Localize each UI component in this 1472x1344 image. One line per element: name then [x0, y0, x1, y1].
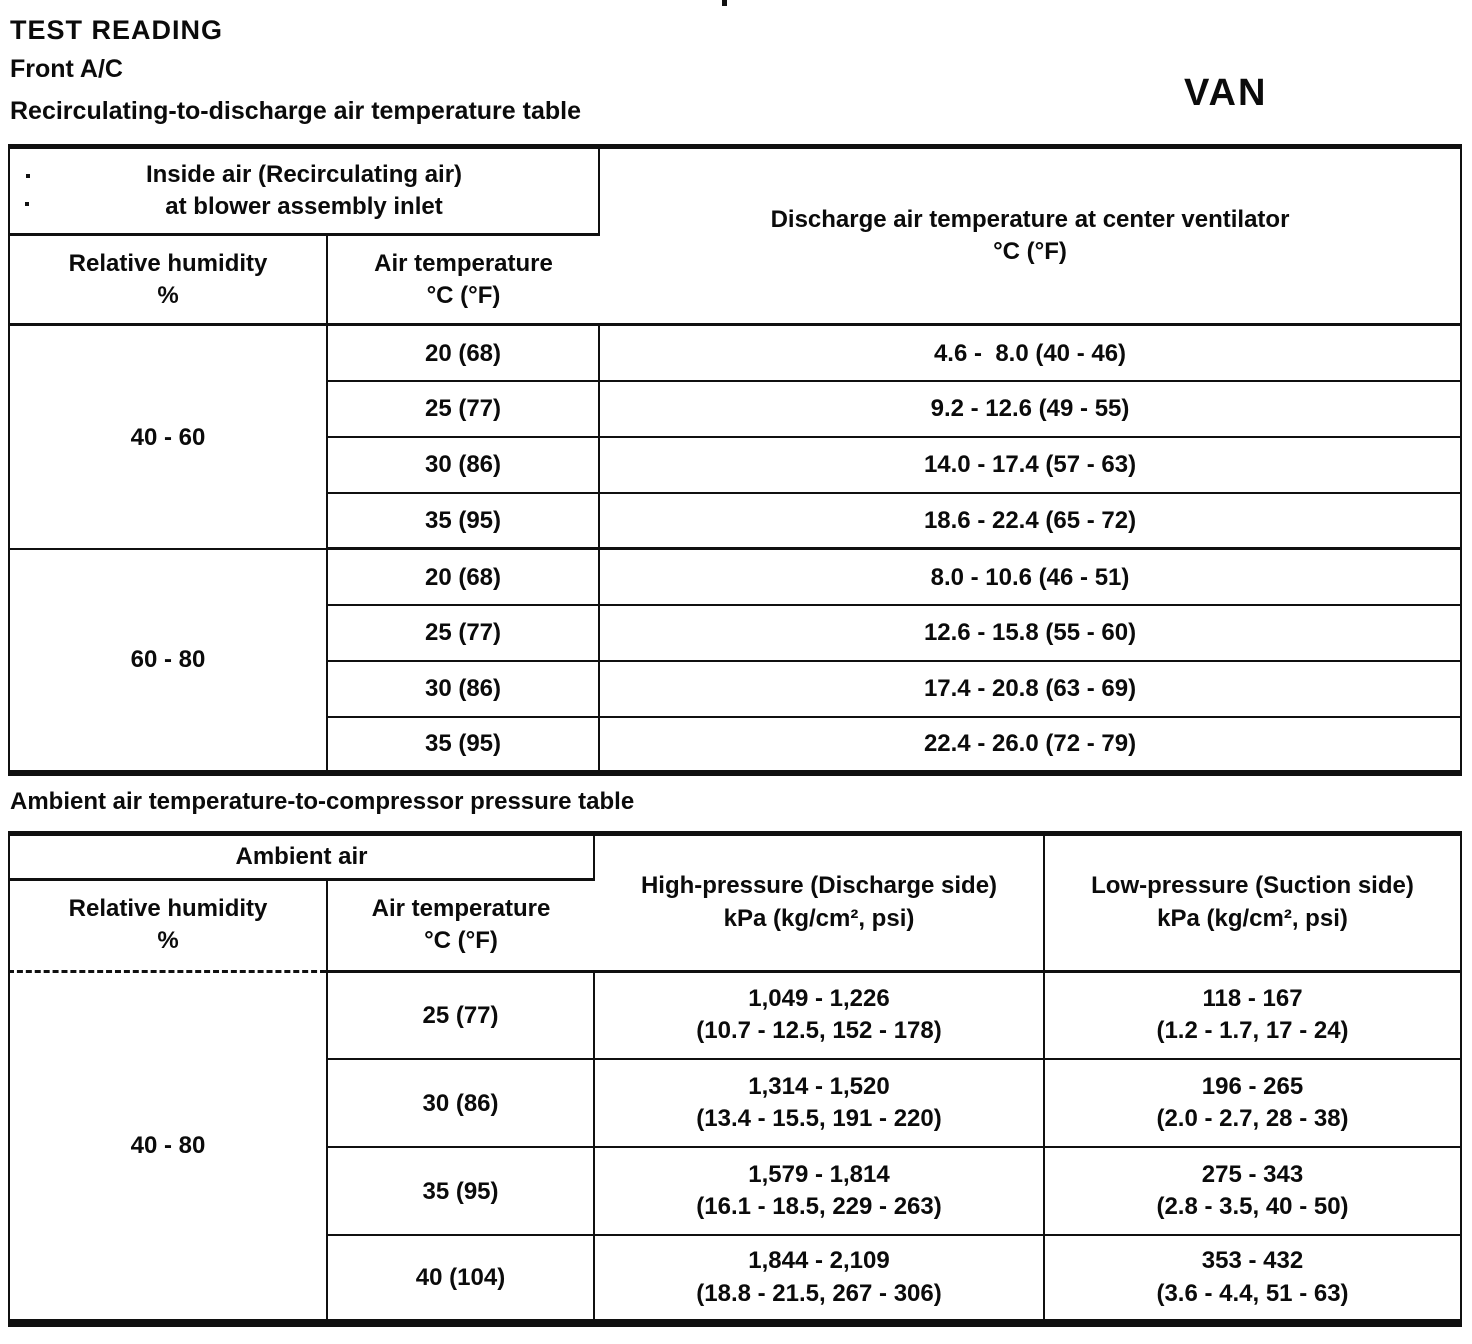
model-badge: VAN — [1184, 72, 1268, 114]
low-pressure-cell: 196 - 265 (2.0 - 2.7, 28 - 38) — [1044, 1059, 1461, 1147]
discharge-value-cell: 22.4 - 26.0 (72 - 79) — [599, 717, 1461, 773]
high-pressure-cell: 1,314 - 1,520 (13.4 - 15.5, 191 - 220) — [594, 1059, 1044, 1147]
humidity-header: Relative humidity % — [9, 235, 327, 325]
humidity-header: Relative humidity % — [9, 879, 327, 971]
discharge-temp-header: Discharge air temperature at center ventilator °C (°F) — [599, 147, 1461, 325]
discharge-value-cell: 12.6 - 15.8 (55 - 60) — [599, 605, 1461, 661]
ambient-air-header: Ambient air — [9, 833, 594, 879]
high-pressure-cell: 1,579 - 1,814 (16.1 - 18.5, 229 - 263) — [594, 1147, 1044, 1235]
air-temp-cell: 30 (86) — [327, 661, 599, 717]
humidity-group-cell: 40 - 80 — [9, 971, 327, 1323]
low-pressure-cell: 118 - 167 (1.2 - 1.7, 17 - 24) — [1044, 971, 1461, 1059]
inside-air-header: Inside air (Recirculating air) at blower assembly inlet — [9, 147, 599, 235]
scan-speck — [722, 0, 727, 6]
discharge-value-cell: 17.4 - 20.8 (63 - 69) — [599, 661, 1461, 717]
humidity-group-cell: 40 - 60 — [9, 325, 327, 549]
document-header — [8, 14, 1462, 126]
air-temp-cell: 35 (95) — [327, 1147, 594, 1235]
air-temp-header: Air temperature °C (°F) — [327, 235, 599, 325]
discharge-value-cell: 8.0 - 10.6 (46 - 51) — [599, 549, 1461, 605]
table2-caption: Ambient air temperature-to-compressor pressure table — [10, 787, 635, 815]
ambient-pressure-table — [8, 831, 1462, 1328]
high-pressure-cell: 1,844 - 2,109 (18.8 - 21.5, 267 - 306) — [594, 1235, 1044, 1323]
air-temp-cell: 25 (77) — [327, 971, 594, 1059]
high-pressure-header: High-pressure (Discharge side) kPa (kg/cm², psi) — [594, 833, 1044, 971]
page-title: TEST READING — [10, 15, 224, 45]
low-pressure-cell: 275 - 343 (2.8 - 3.5, 40 - 50) — [1044, 1147, 1461, 1235]
air-temp-cell: 30 (86) — [327, 437, 599, 493]
air-temp-cell: 20 (68) — [327, 549, 599, 605]
air-temp-header: Air temperature °C (°F) — [327, 879, 594, 971]
table-row — [9, 549, 1461, 605]
discharge-value-cell: 4.6 - 8.0 (40 - 46) — [599, 325, 1461, 381]
recirculating-discharge-table — [8, 144, 1462, 776]
scan-speck — [26, 174, 30, 178]
air-temp-cell: 25 (77) — [327, 605, 599, 661]
section-subtitle: Front A/C — [10, 55, 123, 84]
scan-speck — [25, 202, 29, 206]
discharge-value-cell: 18.6 - 22.4 (65 - 72) — [599, 493, 1461, 549]
low-pressure-cell: 353 - 432 (3.6 - 4.4, 51 - 63) — [1044, 1235, 1461, 1323]
discharge-value-cell: 9.2 - 12.6 (49 - 55) — [599, 381, 1461, 437]
air-temp-cell: 20 (68) — [327, 325, 599, 381]
air-temp-cell: 35 (95) — [327, 717, 599, 773]
air-temp-cell: 40 (104) — [327, 1235, 594, 1323]
high-pressure-cell: 1,049 - 1,226 (10.7 - 12.5, 152 - 178) — [594, 971, 1044, 1059]
table-row — [9, 325, 1461, 381]
humidity-group-cell: 60 - 80 — [9, 549, 327, 773]
low-pressure-header: Low-pressure (Suction side) kPa (kg/cm², psi) — [1044, 833, 1461, 971]
table1-caption: Recirculating-to-discharge air temperature table — [10, 97, 581, 126]
air-temp-cell: 35 (95) — [327, 493, 599, 549]
air-temp-cell: 30 (86) — [327, 1059, 594, 1147]
discharge-value-cell: 14.0 - 17.4 (57 - 63) — [599, 437, 1461, 493]
table-row — [9, 971, 1461, 1059]
air-temp-cell: 25 (77) — [327, 381, 599, 437]
